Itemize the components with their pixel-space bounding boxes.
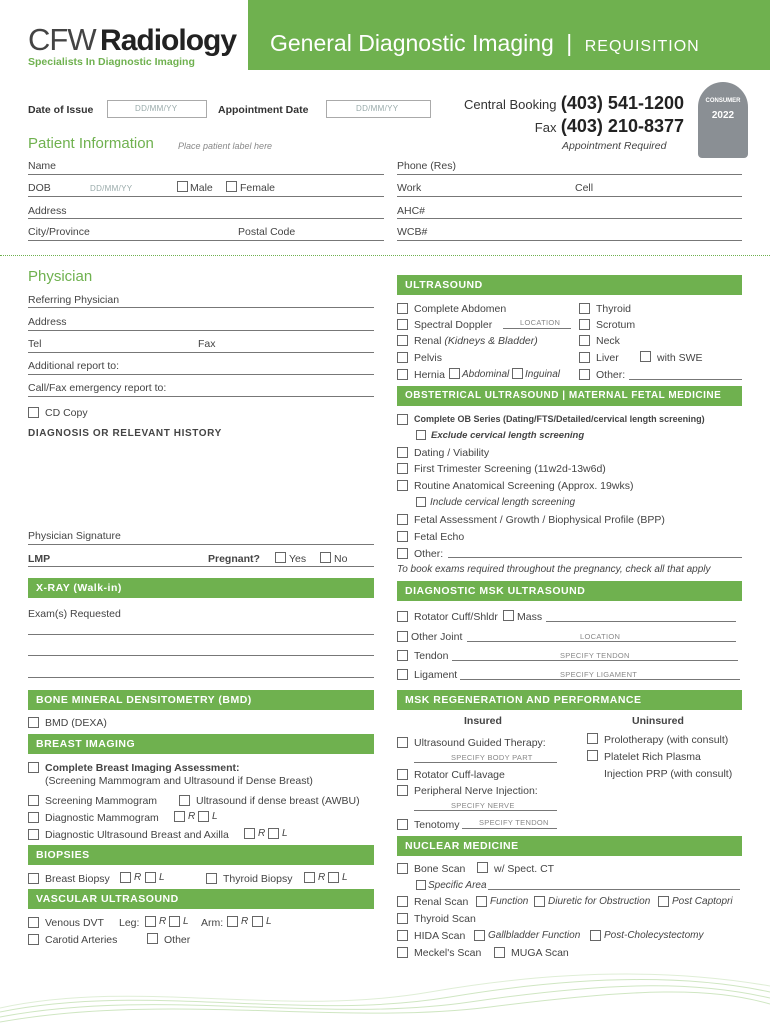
arm-l-checkbox[interactable]	[252, 916, 263, 927]
wcb-label: WCB#	[397, 226, 428, 238]
diag-us-r-checkbox[interactable]	[244, 828, 255, 839]
area-line[interactable]	[488, 889, 740, 890]
swe-checkbox[interactable]	[640, 351, 651, 362]
thyroid-biopsy-r-label: R	[318, 872, 326, 883]
diuretic-label: Diuretic for Obstruction	[548, 896, 651, 907]
lmp-line[interactable]	[28, 566, 374, 567]
prp-checkbox[interactable]	[587, 750, 598, 761]
thyroid-us-checkbox[interactable]	[579, 303, 590, 314]
breast-biopsy-l-label: L	[159, 872, 165, 883]
dob-line[interactable]	[28, 196, 384, 197]
name-label: Name	[28, 160, 57, 172]
abdominal-label: Abdominal	[462, 369, 510, 380]
female-checkbox[interactable]	[226, 181, 237, 192]
fetal-label: Fetal Assessment / Growth / Biophysical Profile (BPP)	[414, 514, 665, 526]
guided-checkbox[interactable]	[397, 737, 408, 748]
scrotum-checkbox[interactable]	[579, 319, 590, 330]
doppler-checkbox[interactable]	[397, 319, 408, 330]
other-joint-location: LOCATION	[580, 632, 621, 641]
divider	[0, 255, 770, 256]
abdomen-label: Complete Abdomen	[414, 303, 507, 315]
logo-name: Radiology	[100, 24, 237, 57]
exclude-checkbox[interactable]	[416, 430, 426, 440]
teno-specify: SPECIFY TENDON	[479, 818, 549, 827]
renal-scan-checkbox[interactable]	[397, 896, 408, 907]
thyroid-biopsy-label: Thyroid Biopsy	[223, 873, 293, 885]
logo-tagline: Specialists In Diagnostic Imaging	[28, 56, 195, 68]
hernia-checkbox[interactable]	[397, 369, 408, 380]
ligament-label: Ligament	[414, 669, 458, 681]
banner-title: General Diagnostic Imaging | REQUISITION	[270, 30, 700, 56]
liver-checkbox[interactable]	[579, 352, 590, 363]
body-part-specify: SPECIFY BODY PART	[451, 753, 533, 762]
appt-required: Appointment Required	[562, 140, 667, 152]
diag-mammo-label: Diagnostic Mammogram	[45, 812, 159, 824]
thyroid-biopsy-checkbox[interactable]	[206, 873, 217, 884]
male-checkbox[interactable]	[177, 181, 188, 192]
logo-brand: CFW	[28, 22, 96, 57]
other-joint-line[interactable]	[467, 641, 736, 642]
prp-label-2: Injection PRP (with consult)	[604, 768, 733, 780]
rotator-checkbox[interactable]	[397, 611, 408, 622]
bmd-bar: BONE MINERAL DENSITOMETRY (BMD)	[28, 690, 374, 710]
breast-biopsy-l-checkbox[interactable]	[145, 872, 156, 883]
us-other-line[interactable]	[629, 379, 742, 380]
breast-biopsy-label: Breast Biopsy	[45, 873, 110, 885]
ligament-specify: SPECIFY LIGAMENT	[560, 670, 638, 679]
us-dense-checkbox[interactable]	[179, 795, 190, 806]
city-label: City/Province	[28, 226, 90, 238]
phone-line[interactable]	[397, 174, 742, 175]
muga-checkbox[interactable]	[494, 947, 505, 958]
male-label: Male	[190, 182, 213, 194]
inguinal-label: Inguinal	[525, 369, 561, 380]
ob-note: To book exams required throughout the pregnancy, check all that apply	[397, 564, 711, 575]
additional-label: Additional report to:	[28, 360, 120, 372]
city-line[interactable]	[28, 240, 384, 241]
area-label: Specific Area	[428, 880, 487, 891]
dob-ph: DD/MM/YY	[90, 184, 133, 193]
leg-l-checkbox[interactable]	[169, 916, 180, 927]
dating-label: Dating / Viability	[414, 447, 490, 459]
referring-line[interactable]	[28, 307, 374, 308]
patient-label-hint: Place patient label here	[178, 141, 273, 151]
phys-fax-label: Fax	[198, 338, 216, 350]
screening-checkbox[interactable]	[28, 795, 39, 806]
ob-other-label: Other:	[414, 548, 444, 560]
renal-checkbox[interactable]	[397, 335, 408, 346]
diag-mammo-l-label: L	[212, 811, 218, 822]
include-label: Include cervical length screening	[430, 497, 576, 508]
routine-label: Routine Anatomical Screening (Approx. 19wks)	[414, 480, 634, 492]
exams-line-2[interactable]	[28, 655, 374, 656]
vascular-other-checkbox[interactable]	[147, 933, 158, 944]
thyroid-biopsy-r-checkbox[interactable]	[304, 872, 315, 883]
thyroid-biopsy-l-label: L	[342, 872, 348, 883]
nerve-checkbox[interactable]	[397, 785, 408, 796]
diag-mammo-r-checkbox[interactable]	[174, 811, 185, 822]
guided-label: Ultrasound Guided Therapy:	[414, 737, 546, 749]
nerve-specify: SPECIFY NERVE	[451, 801, 515, 810]
carotid-checkbox[interactable]	[28, 934, 39, 945]
diag-us-l-label: L	[282, 828, 288, 839]
address-line[interactable]	[28, 218, 384, 219]
msk-bar: DIAGNOSTIC MSK ULTRASOUND	[397, 581, 742, 601]
muga-label: MUGA Scan	[511, 947, 569, 959]
mass-line[interactable]	[546, 621, 736, 622]
echo-checkbox[interactable]	[397, 531, 408, 542]
thyroid-us-label: Thyroid	[596, 303, 632, 315]
breast-biopsy-r-checkbox[interactable]	[120, 872, 131, 883]
nerve-label: Peripheral Nerve Injection:	[414, 785, 538, 797]
phys-address-line[interactable]	[28, 330, 374, 331]
first-trimester-label: First Trimester Screening (11w2d-13w6d)	[414, 463, 606, 475]
thyroid-scan-checkbox[interactable]	[397, 913, 408, 924]
biopsies-bar: BIOPSIES	[28, 845, 374, 865]
address-label: Address	[28, 205, 67, 217]
rotator-label: Rotator Cuff/Shldr	[414, 611, 498, 623]
doppler-location: LOCATION	[520, 318, 561, 327]
renal-scan-label: Renal Scan	[414, 896, 469, 908]
vascular-other-label: Other	[164, 934, 191, 946]
hernia-label: Hernia	[414, 369, 445, 381]
exams-line-3[interactable]	[28, 677, 374, 678]
logo	[28, 22, 236, 58]
leg-label: Leg:	[119, 917, 140, 929]
additional-line[interactable]	[28, 374, 374, 375]
us-other-label: Other:	[596, 369, 626, 381]
breast-complete-label: Complete Breast Imaging Assessment:	[45, 762, 240, 774]
mass-checkbox[interactable]	[503, 610, 514, 621]
tendon-specify: SPECIFY TENDON	[560, 651, 630, 660]
captopril-label: Post Captopri	[672, 896, 733, 907]
breast-complete-sub: (Screening Mammogram and Ultrasound if Dense Breast)	[45, 775, 313, 787]
ahc-label: AHC#	[397, 205, 426, 217]
leg-r-label: R	[159, 916, 167, 927]
abdomen-checkbox[interactable]	[397, 303, 408, 314]
yes-checkbox[interactable]	[275, 552, 286, 563]
teno-checkbox[interactable]	[397, 819, 408, 830]
meckel-label: Meckel's Scan	[414, 947, 482, 959]
thyroid-biopsy-l-checkbox[interactable]	[328, 872, 339, 883]
ligament-checkbox[interactable]	[397, 669, 408, 680]
spect-checkbox[interactable]	[477, 862, 488, 873]
lmp-label: LMP	[28, 553, 51, 565]
prolo-checkbox[interactable]	[587, 733, 598, 744]
bone-scan-label: Bone Scan	[414, 863, 466, 875]
arm-label: Arm:	[201, 917, 224, 929]
doppler-label: Spectral Doppler	[414, 319, 493, 331]
teno-label: Tenotomy	[414, 819, 460, 831]
breast-biopsy-r-label: R	[134, 872, 142, 883]
name-line[interactable]	[28, 174, 384, 175]
callfax-label: Call/Fax emergency report to:	[28, 382, 167, 394]
fax-booking: Fax (403) 210-8377	[534, 116, 684, 136]
pelvis-label: Pelvis	[414, 352, 443, 364]
date-issue-label: Date of Issue	[28, 104, 94, 116]
include-checkbox[interactable]	[416, 497, 426, 507]
ob-complete-label: Complete OB Series (Dating/FTS/Detailed/cervical length screening)	[414, 414, 705, 424]
gall-checkbox[interactable]	[474, 930, 485, 941]
callfax-line[interactable]	[28, 396, 374, 397]
diag-us-label: Diagnostic Ultrasound Breast and Axilla	[45, 829, 229, 841]
hida-checkbox[interactable]	[397, 930, 408, 941]
ob-bar: OBSTETRICAL ULTRASOUND | MATERNAL FETAL MEDICINE	[397, 386, 742, 406]
spect-label: w/ Spect. CT	[494, 863, 555, 875]
leg-r-checkbox[interactable]	[145, 916, 156, 927]
ob-other-line[interactable]	[448, 557, 742, 558]
phone-label: Phone (Res)	[397, 160, 456, 172]
yes-label: Yes	[289, 553, 307, 565]
wcb-line[interactable]	[397, 240, 742, 241]
referring-label: Referring Physician	[28, 294, 120, 306]
female-label: Female	[240, 182, 276, 194]
diag-us-l-checkbox[interactable]	[268, 828, 279, 839]
liver-label: Liver	[596, 352, 619, 364]
us-other-checkbox[interactable]	[579, 369, 590, 380]
function-checkbox[interactable]	[476, 896, 487, 907]
date-issue-ph: DD/MM/YY	[135, 104, 178, 113]
neck-label: Neck	[596, 335, 620, 347]
scrotum-label: Scrotum	[596, 319, 636, 331]
dexa-checkbox[interactable]	[28, 717, 39, 728]
abdominal-checkbox[interactable]	[449, 368, 460, 379]
other-joint-checkbox[interactable]	[397, 631, 408, 642]
diag-mammo-l-checkbox[interactable]	[198, 811, 209, 822]
nuclear-bar: NUCLEAR MEDICINE	[397, 836, 742, 856]
venous-checkbox[interactable]	[28, 917, 39, 928]
diag-us-r-label: R	[258, 828, 266, 839]
carotid-label: Carotid Arteries	[45, 934, 118, 946]
patient-title: Patient Information	[28, 135, 154, 152]
phys-address-label: Address	[28, 316, 67, 328]
physician-title: Physician	[28, 268, 93, 285]
lavage-checkbox[interactable]	[397, 769, 408, 780]
postal-label: Postal Code	[238, 226, 296, 238]
routine-checkbox[interactable]	[397, 480, 408, 491]
teno-line[interactable]	[462, 828, 557, 829]
ahc-line[interactable]	[397, 218, 742, 219]
mass-label: Mass	[517, 611, 543, 623]
screening-label: Screening Mammogram	[45, 795, 158, 807]
uninsured-label: Uninsured	[632, 715, 684, 727]
thyroid-scan-label: Thyroid Scan	[414, 913, 476, 925]
bone-scan-checkbox[interactable]	[397, 863, 408, 874]
breast-bar: BREAST IMAGING	[28, 734, 374, 754]
doppler-line[interactable]	[503, 328, 571, 329]
prolo-label: Prolotherapy (with consult)	[604, 734, 729, 746]
neck-checkbox[interactable]	[579, 335, 590, 346]
first-trimester-checkbox[interactable]	[397, 463, 408, 474]
breast-complete-checkbox[interactable]	[28, 762, 39, 773]
renal-label: Renal (Kidneys & Bladder)	[414, 335, 538, 347]
tendon-line[interactable]	[452, 660, 738, 661]
echo-label: Fetal Echo	[414, 531, 465, 543]
vascular-bar: VASCULAR ULTRASOUND	[28, 889, 374, 909]
exams-line-1[interactable]	[28, 634, 374, 635]
appt-date-label: Appointment Date	[218, 104, 309, 116]
diuretic-checkbox[interactable]	[534, 896, 545, 907]
us-dense-label: Ultrasound if dense breast (AWBU)	[196, 795, 360, 807]
area-checkbox[interactable]	[416, 880, 426, 890]
tendon-label: Tendon	[414, 650, 449, 662]
hida-label: HIDA Scan	[414, 930, 466, 942]
signature-label: Physician Signature	[28, 530, 121, 542]
ligament-line[interactable]	[460, 679, 740, 680]
wave-decoration	[0, 972, 770, 1024]
leg-l-label: L	[183, 916, 189, 927]
post-chole-label: Post-Cholecystectomy	[604, 930, 704, 941]
meckel-checkbox[interactable]	[397, 947, 408, 958]
inguinal-checkbox[interactable]	[512, 368, 523, 379]
pregnant-label: Pregnant?	[208, 553, 260, 565]
cell-label: Cell	[575, 182, 594, 194]
dexa-label: BMD (DEXA)	[45, 717, 107, 729]
other-joint-label: Other Joint	[411, 631, 463, 643]
exclude-label: Exclude cervical length screening	[431, 430, 585, 441]
post-chole-checkbox[interactable]	[590, 930, 601, 941]
guided-line[interactable]	[414, 762, 557, 763]
ob-other-checkbox[interactable]	[397, 548, 408, 559]
no-checkbox[interactable]	[320, 552, 331, 563]
work-label: Work	[397, 182, 422, 194]
tel-line[interactable]	[28, 352, 374, 353]
tel-label: Tel	[28, 338, 42, 350]
diag-mammo-r-label: R	[188, 811, 196, 822]
breast-biopsy-checkbox[interactable]	[28, 873, 39, 884]
signature-line[interactable]	[28, 544, 374, 545]
no-label: No	[334, 553, 348, 565]
ob-complete-checkbox[interactable]	[397, 414, 408, 425]
venous-label: Venous DVT	[45, 917, 104, 929]
xray-bar: X-RAY (Walk-in)	[28, 578, 374, 598]
captopril-checkbox[interactable]	[658, 896, 669, 907]
cd-checkbox[interactable]	[28, 407, 39, 418]
arm-r-checkbox[interactable]	[227, 916, 238, 927]
work-line[interactable]	[397, 196, 742, 197]
dob-label: DOB	[28, 182, 51, 194]
insured-label: Insured	[464, 715, 502, 727]
tendon-checkbox[interactable]	[397, 650, 408, 661]
central-booking: Central Booking (403) 541-1200	[463, 93, 684, 113]
prp-label: Platelet Rich Plasma	[604, 751, 701, 763]
cd-label: CD Copy	[45, 407, 88, 419]
ultrasound-bar: ULTRASOUND	[397, 275, 742, 295]
pelvis-checkbox[interactable]	[397, 352, 408, 363]
appt-date-ph: DD/MM/YY	[356, 104, 399, 113]
diagnosis-title: DIAGNOSIS OR RELEVANT HISTORY	[28, 428, 222, 439]
function-label: Function	[490, 896, 529, 907]
lavage-label: Rotator Cuff-lavage	[414, 769, 505, 781]
arm-l-label: L	[266, 916, 272, 927]
diag-us-checkbox[interactable]	[28, 829, 39, 840]
dating-checkbox[interactable]	[397, 447, 408, 458]
regen-bar: MSK REGENERATION AND PERFORMANCE	[397, 690, 742, 710]
nerve-line[interactable]	[414, 810, 557, 811]
swe-label: with SWE	[657, 352, 703, 364]
exams-label: Exam(s) Requested	[28, 608, 121, 620]
gall-label: Gallbladder Function	[488, 930, 581, 941]
arm-r-label: R	[241, 916, 249, 927]
award-badge: CONSUMER 2022	[698, 82, 748, 158]
diag-mammo-checkbox[interactable]	[28, 812, 39, 823]
fetal-checkbox[interactable]	[397, 514, 408, 525]
